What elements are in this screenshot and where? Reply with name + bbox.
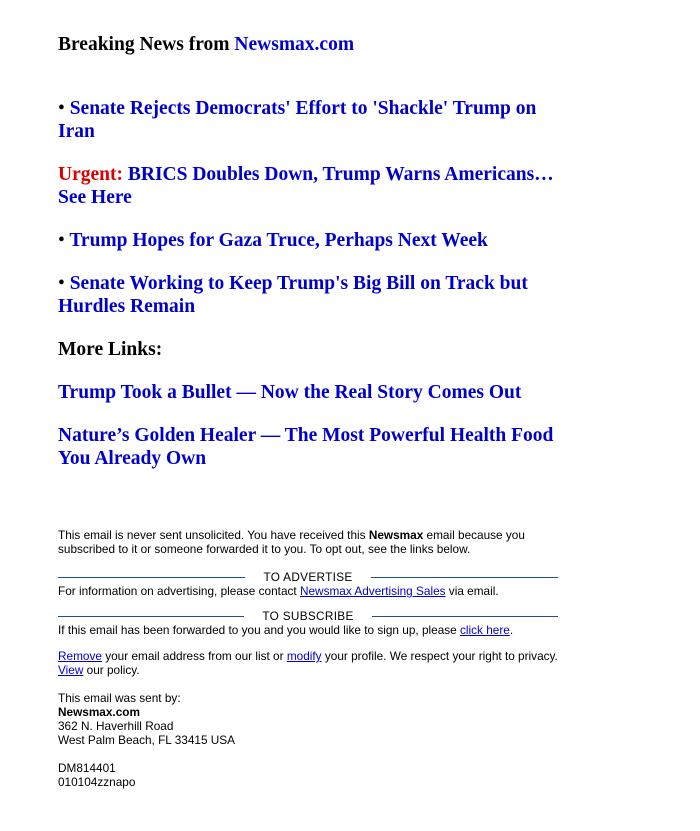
sent-by-section (58, 691, 558, 747)
bullet-icon: • (58, 273, 65, 294)
header-prefix: Breaking News from (58, 34, 235, 55)
subscribe-heading: TO SUBSCRIBE (262, 609, 354, 623)
headline-link[interactable]: Trump Hopes for Gaza Truce, Perhaps Next Week (69, 230, 488, 251)
divider-line (371, 577, 558, 578)
headline-1 (58, 97, 558, 143)
disclaimer-text-1: This email is never sent unsolicited. You have received this (58, 528, 369, 542)
more-links-title: More Links: (58, 339, 163, 360)
headline-link[interactable]: Senate Working to Keep Trump's Big Bill on Track but Hurdles Remain (58, 273, 528, 317)
address-line-2: West Palm Beach, FL 33415 USA (58, 733, 236, 747)
more-link-1 (58, 381, 558, 404)
disclaimer-text-2: email because you subscribed to it or someone forwarded it to you. To opt out, see the links below. (58, 528, 525, 556)
bullet-icon: • (58, 230, 65, 251)
urgent-label: Urgent: (58, 164, 123, 185)
sent-by-label: This email was sent by: (58, 691, 181, 705)
subscribe-divider (58, 609, 558, 623)
divider-line (58, 616, 244, 617)
divider-line (58, 577, 245, 578)
address-line-1: 362 N. Haverhill Road (58, 719, 174, 733)
more-link[interactable]: Nature’s Golden Healer — The Most Powerful Health Food You Already Own (58, 425, 554, 469)
advertising-sales-link[interactable]: Newsmax Advertising Sales (299, 584, 446, 598)
headline-2 (58, 163, 558, 209)
modify-link[interactable]: modify (286, 649, 322, 663)
tracking-codes (58, 761, 558, 789)
click-here-link[interactable]: click here (460, 623, 510, 637)
subscribe-section (58, 609, 558, 637)
subscribe-text-after: . (509, 623, 514, 637)
remove-link[interactable]: Remove (58, 649, 102, 663)
headline-link[interactable]: Senate Rejects Democrats' Effort to 'Shackle' Trump on Iran (58, 98, 537, 142)
headline-link[interactable]: BRICS Doubles Down, Trump Warns Americans… See Here (58, 164, 554, 208)
tracking-code: 010104zznapo (58, 775, 136, 789)
more-link-2 (58, 424, 558, 470)
tracking-code: DM814401 (58, 761, 116, 775)
advertise-text-after: via email. (445, 584, 499, 598)
bullet-icon: • (58, 98, 65, 119)
email-content (58, 33, 558, 789)
advertise-heading: TO ADVERTISE (263, 570, 353, 584)
more-link[interactable]: Trump Took a Bullet — Now the Real Story Comes Out (58, 382, 522, 403)
policy-text: our policy. (83, 663, 140, 677)
subscribe-text: If this email has been forwarded to you and you would like to sign up, please (58, 623, 460, 637)
disclaimer (58, 528, 558, 556)
disclaimer-brand: Newsmax (368, 528, 424, 542)
email-header (58, 33, 558, 56)
headline-3 (58, 229, 558, 252)
headline-4 (58, 272, 558, 318)
view-policy-link[interactable]: View (58, 663, 84, 677)
divider-line (372, 616, 558, 617)
advertise-text: For information on advertising, please contact (58, 584, 300, 598)
remove-text: your email address from our list or (101, 649, 287, 663)
privacy-text: your profile. We respect your right to privacy. (321, 649, 558, 663)
company-name: Newsmax.com (58, 705, 140, 719)
remove-section (58, 649, 558, 677)
advertise-divider (58, 570, 558, 584)
newsmax-brand-link[interactable]: Newsmax.com (234, 34, 355, 55)
advertise-section (58, 570, 558, 598)
